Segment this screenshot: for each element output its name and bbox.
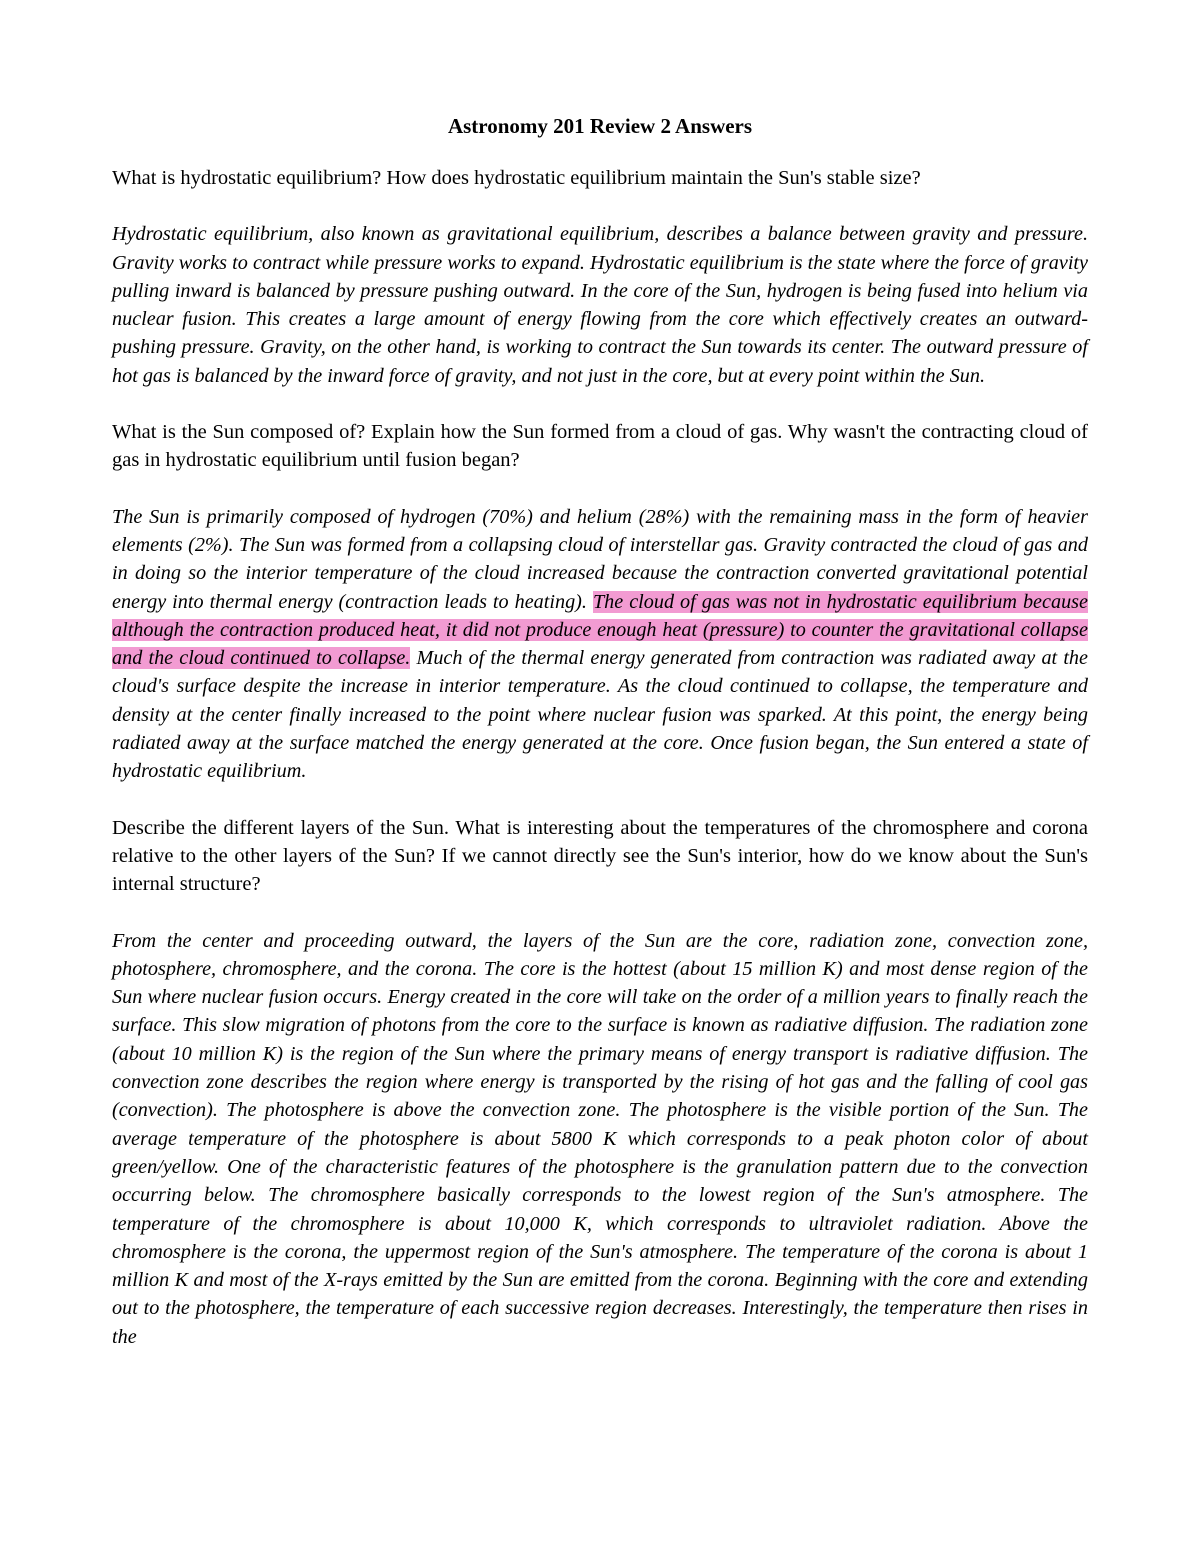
question-hydrostatic-equilibrium: What is hydrostatic equilibrium? How does hydrostatic equilibrium maintain the Sun's stable size? — [112, 167, 921, 189]
answer-hydrostatic-equilibrium: Hydrostatic equilibrium, also known as gravitational equilibrium, describes a balance between gravity and pressure. Gravity works to contract while pressure works to expand. Hydrostatic equilibrium is the state where the force of gravity pulling inward is balanced by pressure pushing outward. In the core of the Sun, hydrogen is being fused into helium via nuclear fusion. This creates a large amount of energy flowing from the core which effectively creates an outward-pushing pressure. Gravity, on the other hand, is working to contract the Sun towards its center. The outward pressure of hot gas is balanced by the inward force of gravity, and not just in the core, but at every point within the Sun. — [112, 223, 1088, 387]
answer-sun-layers: From the center and proceeding outward, the layers of the Sun are the core, radiation zone, convection zone, photosphere, chromosphere, and the corona. The core is the hottest (about 15 million K) and most dense region of the Sun where nuclear fusion occurs. Energy created in the core will take on the order of a million years to finally reach the surface. This slow migration of photons from the core to the surface is known as radiative diffusion. The radiation zone (about 10 million K) is the region of the Sun where the primary means of energy transport is radiative diffusion. The convection zone describes the region where energy is transported by the rising of hot gas and the falling of cool gas (convection). The photosphere is above the convection zone. The photosphere is the visible portion of the Sun. The average temperature of the photosphere is about 5800 K which corresponds to a peak photon color of about green/yellow. One of the characteristic features of the photosphere is the granulation pattern due to the convection occurring below. The chromosphere basically corresponds to the lowest region of the Sun's atmosphere. The temperature of the chromosphere is about 10,000 K, which corresponds to ultraviolet radiation. Above the chromosphere is the corona, the uppermost region of the Sun's atmosphere. The temperature of the corona is about 1 million K and most of the X-rays emitted by the Sun are emitted from the corona. Beginning with the core and extending out to the photosphere, the temperature of each successive region decreases. Interestingly, the temperature then rises in the — [112, 929, 1088, 1348]
question-sun-composition: What is the Sun composed of? Explain how the Sun formed from a cloud of gas. Why wasn't the contracting cloud of gas in hydrostatic equilibrium until fusion began? — [112, 421, 1088, 472]
document-page — [112, 112, 1088, 1379]
highlighted-text: The cloud of gas was not in hydrostatic equilibrium because although the contraction produced heat, it did not produce enough heat (pressure) to counter the gravitational collapse and the cloud continued to collapse. — [112, 590, 1088, 670]
answer-text-segment: Much of the thermal energy generated from contraction was radiated away at the cloud's surface despite the increase in interior temperature. As the cloud continued to collapse, the temperature and density at the center finally increased to the point where nuclear fusion was sparked. At this point, the energy being radiated away at the surface matched the energy generated at the core. Once fusion began, the Sun entered a state of hydrostatic equilibrium. — [112, 647, 1088, 783]
answer-sun-composition — [112, 503, 1088, 786]
question-sun-layers: Describe the different layers of the Sun. What is interesting about the temperatures of the chromosphere and corona relative to the other layers of the Sun? If we cannot directly see the Sun's interior, how do we know about the Sun's internal structure? — [112, 816, 1088, 896]
answer-text-segment: The Sun is primarily composed of hydrogen (70%) and helium (28%) with the remaining mass in the form of heavier elements (2%). The Sun was formed from a collapsing cloud of interstellar gas. Gravity contracted the cloud of gas and in doing so the interior temperature of the cloud increased because the contraction converted gravitational potential energy into thermal energy (contraction leads to heating). — [112, 505, 1088, 613]
document-title: Astronomy 201 Review 2 Answers — [447, 114, 753, 138]
